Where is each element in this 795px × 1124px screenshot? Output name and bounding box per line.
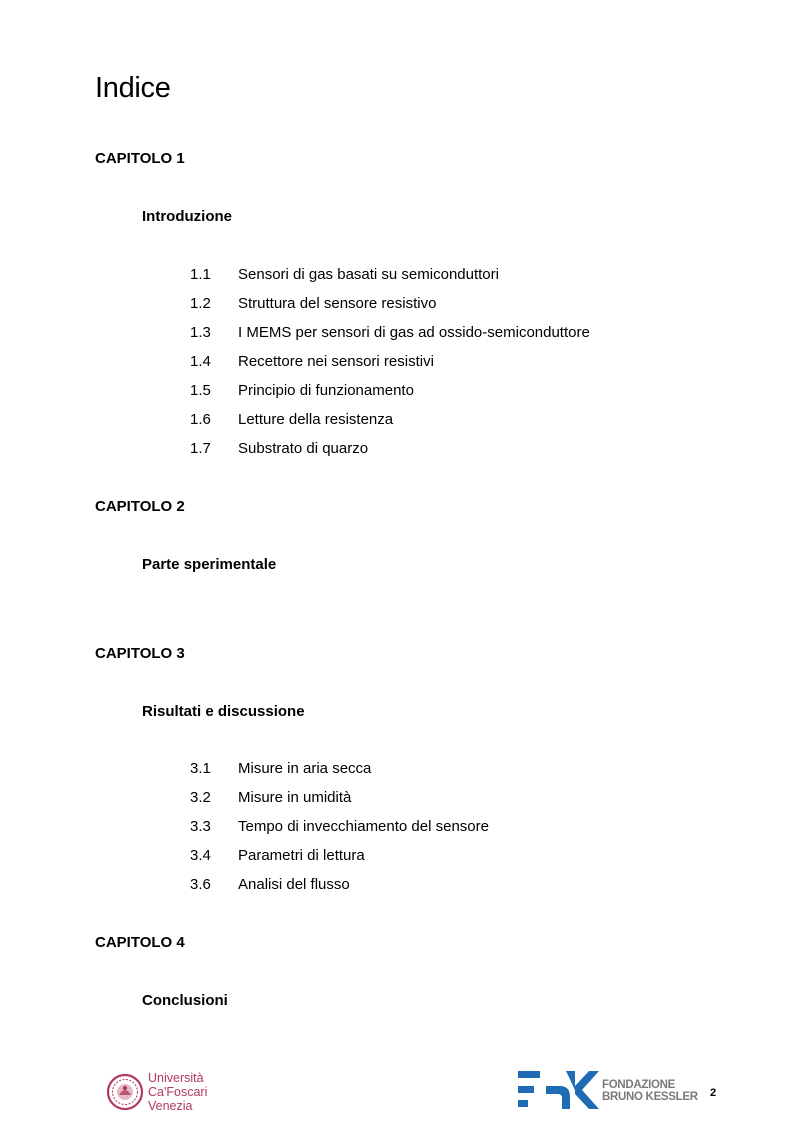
toc-entry-label: Substrato di quarzo (238, 440, 369, 457)
fbk-logo (516, 1067, 696, 1113)
chapter-4-heading: CAPITOLO 4 (95, 934, 185, 951)
fbk-name-line-2: BRUNO KESSLER (602, 1091, 698, 1103)
university-name-line-1: Università (148, 1071, 204, 1085)
toc-entry-number: 3.1 (190, 760, 211, 777)
toc-entry-label: Tempo di invecchiamento del sensore (238, 818, 489, 835)
toc-entry-number: 1.3 (190, 324, 211, 341)
toc-entry-label: Recettore nei sensori resistivi (238, 353, 434, 370)
chapter-2-heading: CAPITOLO 2 (95, 498, 185, 515)
university-logo (106, 1071, 216, 1116)
toc-entry-label: Letture della resistenza (238, 411, 394, 428)
university-name-line-3: Venezia (148, 1099, 193, 1113)
toc-entry-label: I MEMS per sensori di gas ad ossido-semiconduttore (238, 324, 590, 341)
toc-entry-number: 3.2 (190, 789, 211, 806)
toc-entry-label: Analisi del flusso (238, 876, 350, 893)
toc-entry-number: 1.4 (190, 353, 211, 370)
chapter-2-section-title: Parte sperimentale (142, 556, 277, 573)
chapter-3-heading: CAPITOLO 3 (95, 645, 185, 662)
toc-entry-number: 1.1 (190, 266, 211, 283)
university-seal-icon (106, 1073, 144, 1111)
toc-entry-label: Parametri di lettura (238, 847, 365, 864)
toc-entry-number: 1.5 (190, 382, 211, 399)
university-name-line-2: Ca'Foscari (148, 1085, 208, 1099)
page-number: 2 (710, 1087, 717, 1099)
chapter-1-section-title: Introduzione (142, 208, 232, 225)
toc-entry-number: 1.7 (190, 440, 211, 457)
toc-entry-label: Misure in umidità (238, 789, 352, 806)
fbk-name-line-1: FONDAZIONE (602, 1079, 676, 1091)
toc-entry-label: Struttura del sensore resistivo (238, 295, 437, 312)
toc-entry-number: 3.3 (190, 818, 211, 835)
toc-entry-number: 1.6 (190, 411, 211, 428)
chapter-3-section-title: Risultati e discussione (142, 703, 305, 720)
toc-entry-number: 3.6 (190, 876, 211, 893)
page-title: Indice (95, 72, 171, 104)
toc-entry-number: 1.2 (190, 295, 211, 312)
toc-entry-label: Misure in aria secca (238, 760, 372, 777)
toc-entry-label: Sensori di gas basati su semiconduttori (238, 266, 499, 283)
fbk-mark-icon (516, 1067, 600, 1113)
toc-entry-label: Principio di funzionamento (238, 382, 414, 399)
toc-entry-number: 3.4 (190, 847, 211, 864)
chapter-1-heading: CAPITOLO 1 (95, 150, 185, 167)
chapter-4-section-title: Conclusioni (142, 992, 228, 1009)
